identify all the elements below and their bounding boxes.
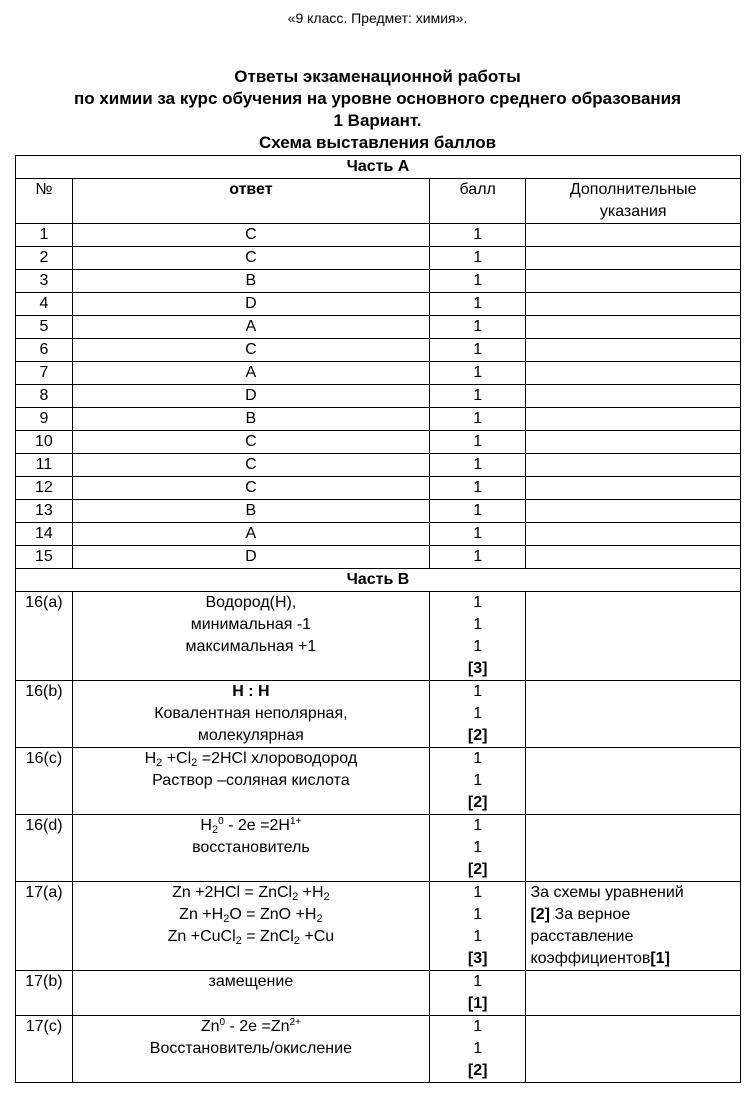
table-row-16b [16, 681, 741, 748]
table-row [16, 293, 741, 316]
row-number: 11 [16, 454, 73, 477]
answer-line: молекулярная [197, 727, 304, 744]
table-row [16, 408, 741, 431]
row-number: 5 [16, 316, 73, 339]
table-row [16, 546, 741, 569]
row-number: 1 [16, 224, 73, 247]
note-line: расставление [530, 928, 634, 945]
point-total: [2] [467, 727, 488, 744]
row-answer: A [72, 362, 429, 385]
row-notes [526, 546, 741, 569]
row-answer: C [72, 224, 429, 247]
row-notes [526, 431, 741, 454]
row-notes [526, 339, 741, 362]
note-line: За схемы уравнений [530, 884, 684, 901]
answers-table [15, 155, 741, 1083]
row-number: 9 [16, 408, 73, 431]
equation-line: Zn +2HCl = ZnCl$_2$ $+H_2$ [172, 884, 330, 903]
point-value: 1 [473, 594, 483, 611]
row-notes [526, 477, 741, 500]
row-points: 1 [429, 270, 526, 293]
row-number: 16(b) [16, 681, 73, 748]
row-notes [526, 815, 741, 882]
point-total: [2] [467, 861, 488, 878]
answer-line: Ковалентная неполярная, [154, 705, 348, 722]
note-line: коэффициентов[1] [530, 950, 670, 967]
point-value: 1 [473, 750, 483, 767]
table-row-17c [16, 1016, 741, 1083]
point-value: 1 [473, 817, 483, 834]
row-points: 1 [429, 316, 526, 339]
title-line-3: 1 Вариант. [333, 111, 422, 130]
answer-line: восстановитель [192, 839, 310, 856]
col-answer-header: ответ [72, 179, 429, 224]
row-notes [526, 592, 741, 681]
answer-line: максимальная +1 [185, 638, 317, 655]
row-answer: C [72, 477, 429, 500]
table-row [16, 362, 741, 385]
row-points: 1 [429, 523, 526, 546]
row-points: 1 [429, 385, 526, 408]
point-total: [2] [467, 1062, 488, 1079]
point-value: 1 [473, 638, 483, 655]
row-points: 1 [429, 500, 526, 523]
part-b-header-row [16, 569, 741, 592]
table-row [16, 454, 741, 477]
row-points: 1 [429, 339, 526, 362]
col-num-header: № [16, 179, 73, 224]
row-answer [72, 681, 429, 748]
row-notes [526, 1016, 741, 1083]
row-number: 17(c) [16, 1016, 73, 1083]
row-points [429, 592, 526, 681]
table-row [16, 247, 741, 270]
row-number: 16(c) [16, 748, 73, 815]
answer-line: Раствор –соляная кислота [152, 772, 350, 789]
row-answer: B [72, 500, 429, 523]
point-value: 1 [473, 1040, 483, 1057]
row-notes [526, 270, 741, 293]
table-row [16, 431, 741, 454]
row-notes [526, 681, 741, 748]
point-value: 1 [473, 839, 483, 856]
row-answer [72, 748, 429, 815]
row-answer: B [72, 408, 429, 431]
note-line: [2] За верное [530, 906, 631, 923]
row-number: 17(a) [16, 882, 73, 971]
row-points: 1 [429, 408, 526, 431]
table-row-16c [16, 748, 741, 815]
point-value: 1 [473, 1018, 483, 1035]
table-row [16, 477, 741, 500]
row-answer: C [72, 247, 429, 270]
row-notes [526, 293, 741, 316]
table-row [16, 339, 741, 362]
row-notes [526, 224, 741, 247]
row-points [429, 882, 526, 971]
table-row [16, 385, 741, 408]
row-points: 1 [429, 224, 526, 247]
title-line-2: по химии за курс обучения на уровне основного среднего образования [73, 89, 682, 108]
row-answer: C [72, 454, 429, 477]
part-a-header-row [16, 156, 741, 179]
point-total: [3] [467, 950, 488, 967]
row-number: 16(a) [16, 592, 73, 681]
table-row [16, 316, 741, 339]
row-answer: C [72, 431, 429, 454]
row-points [429, 971, 526, 1016]
row-number: 16(d) [16, 815, 73, 882]
row-number: 4 [16, 293, 73, 316]
answer-line: $H_2^0 - 2e =2H^{1+}$ [200, 816, 302, 836]
equation-line: Zn +CuCl$_2$ = ZnCl$_2$ +Cu [167, 928, 335, 947]
table-row [16, 500, 741, 523]
row-points [429, 1016, 526, 1083]
title-line-1: Ответы экзаменационной работы [234, 67, 521, 86]
table-row [16, 224, 741, 247]
row-points: 1 [429, 546, 526, 569]
table-row-17b [16, 971, 741, 1016]
answer-line: H : H [232, 683, 270, 700]
table-row-16a [16, 592, 741, 681]
row-answer [72, 592, 429, 681]
answer-line: $H_2 +Cl_2 =2HCl$ хлороводород [144, 750, 358, 769]
row-answer [72, 882, 429, 971]
row-number: 2 [16, 247, 73, 270]
row-notes [526, 748, 741, 815]
row-number: 14 [16, 523, 73, 546]
row-notes [526, 500, 741, 523]
point-value: 1 [473, 928, 483, 945]
row-answer [72, 815, 429, 882]
table-row [16, 523, 741, 546]
answer-line: Восстановитель/окисление [149, 1040, 352, 1057]
point-value: 1 [473, 772, 483, 789]
col-notes-header-line2: указания [599, 203, 667, 220]
col-notes-header [526, 179, 741, 224]
column-header-row [16, 179, 741, 224]
row-answer: A [72, 316, 429, 339]
row-answer: A [72, 523, 429, 546]
point-value: 1 [473, 884, 483, 901]
row-notes [526, 971, 741, 1016]
answer-line: $Zn^0 - 2e =Zn^{2+}$ [200, 1017, 301, 1035]
row-answer: D [72, 385, 429, 408]
row-answer: B [72, 270, 429, 293]
table-row-16d [16, 815, 741, 882]
row-points [429, 748, 526, 815]
row-points: 1 [429, 247, 526, 270]
table-row [16, 270, 741, 293]
document-titles [0, 66, 755, 154]
row-number: 13 [16, 500, 73, 523]
row-notes [526, 247, 741, 270]
row-number: 8 [16, 385, 73, 408]
row-number: 17(b) [16, 971, 73, 1016]
row-number: 3 [16, 270, 73, 293]
equation-line: $Zn +H_2O$ = ZnO $+H_2$ [179, 906, 323, 925]
point-value: 1 [473, 616, 483, 633]
row-points [429, 681, 526, 748]
row-notes [526, 362, 741, 385]
point-value: 1 [473, 973, 483, 990]
part-b-label: Часть В [16, 569, 741, 592]
point-total: [2] [467, 794, 488, 811]
row-number: 12 [16, 477, 73, 500]
row-notes [526, 408, 741, 431]
row-points: 1 [429, 362, 526, 385]
row-number: 7 [16, 362, 73, 385]
row-number: 6 [16, 339, 73, 362]
row-number: 15 [16, 546, 73, 569]
subject-line: «9 класс. Предмет: химия». [287, 10, 468, 26]
answer-line: минимальная -1 [190, 616, 312, 633]
point-total: [1] [467, 995, 488, 1012]
title-line-4: Схема выставления баллов [258, 133, 497, 152]
answer-line: замещение [208, 973, 294, 990]
row-answer [72, 971, 429, 1016]
row-notes [526, 882, 741, 971]
table-row-17a [16, 882, 741, 971]
row-notes [526, 523, 741, 546]
point-value: 1 [473, 906, 483, 923]
col-notes-header-line1: Дополнительные [569, 181, 697, 198]
row-answer: D [72, 293, 429, 316]
row-notes [526, 454, 741, 477]
row-points [429, 815, 526, 882]
row-points: 1 [429, 454, 526, 477]
row-answer: D [72, 546, 429, 569]
row-answer [72, 1016, 429, 1083]
row-answer: C [72, 339, 429, 362]
row-points: 1 [429, 431, 526, 454]
row-notes [526, 316, 741, 339]
row-points: 1 [429, 293, 526, 316]
answer-line: Водород(Н), [205, 594, 297, 611]
point-value: 1 [473, 683, 483, 700]
row-points: 1 [429, 477, 526, 500]
point-value: 1 [473, 705, 483, 722]
row-notes [526, 385, 741, 408]
col-points-header: балл [429, 179, 526, 224]
row-number: 10 [16, 431, 73, 454]
point-total: [3] [467, 660, 488, 677]
part-a-label: Часть А [16, 156, 741, 179]
